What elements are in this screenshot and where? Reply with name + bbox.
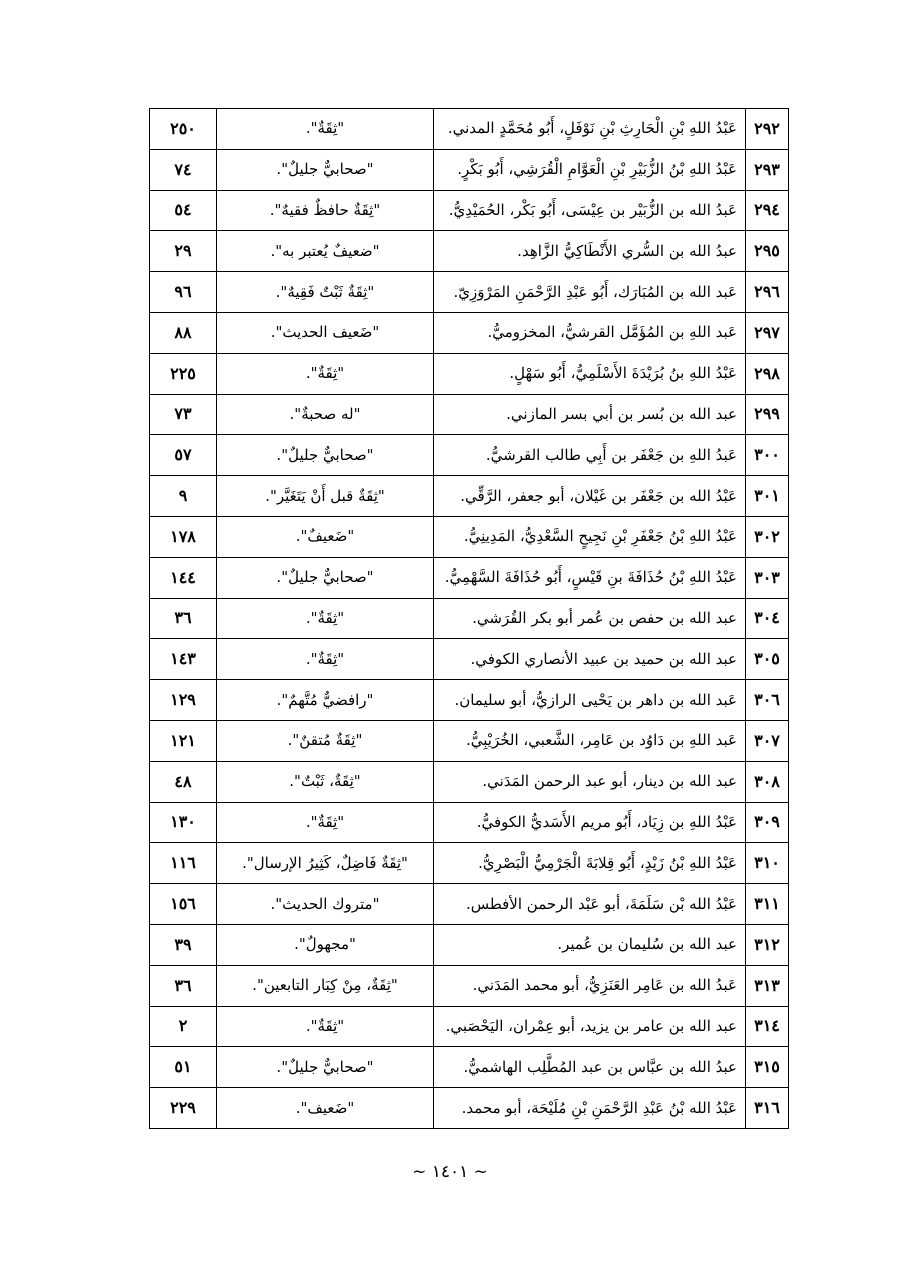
narrator-grade: "رافضيٌّ مُتَّهمٌ". <box>217 680 434 721</box>
table-row <box>150 231 789 272</box>
narrator-grade: "ضَعيفٌ". <box>217 516 434 557</box>
narrator-grade: "ثِقَةٌ". <box>217 1006 434 1047</box>
table-row <box>150 272 789 313</box>
entry-number: ٣٠٤ <box>746 598 789 639</box>
entry-number: ٣٠٩ <box>746 802 789 843</box>
entry-number: ٣١٦ <box>746 1088 789 1129</box>
narration-count: ٩ <box>150 476 217 517</box>
table-row <box>150 639 789 680</box>
narrator-grade: "ثِقَةٌ، مِنْ كِبَار التابعين". <box>217 965 434 1006</box>
narration-count: ٧٤ <box>150 149 217 190</box>
narrator-grade: "ثِقَةٌ مُتقنٌ". <box>217 720 434 761</box>
narrator-name: عَبد اللهِ بن المُؤَمَّل القرشيُّ، المخزوميُّ. <box>434 312 746 353</box>
narrator-name: عَبْدُ الله بن جَعْفَر بن غَيْلان، أبو جعفر، الرَّقِّي. <box>434 476 746 517</box>
entry-number: ٣١٢ <box>746 924 789 965</box>
narration-count: ٢٥٠ <box>150 109 217 150</box>
narrator-name: عَبد الله بن داهر بن يَحْيى الرازيُّ، أبو سليمان. <box>434 680 746 721</box>
entry-number: ٣٠٢ <box>746 516 789 557</box>
table-row <box>150 924 789 965</box>
narrator-grade: "ثِقَةٌ فَاضِلٌ، كَثِيرُ الإرسال". <box>217 843 434 884</box>
narrator-name: عبد الله بن سُليمان بن عُمير. <box>434 924 746 965</box>
narration-count: ١٥٦ <box>150 884 217 925</box>
narration-count: ٣٦ <box>150 965 217 1006</box>
entry-number: ٢٩٩ <box>746 394 789 435</box>
table-row <box>150 394 789 435</box>
narration-count: ١١٦ <box>150 843 217 884</box>
table-row <box>150 353 789 394</box>
narration-count: ١٢١ <box>150 720 217 761</box>
narration-count: ٩٦ <box>150 272 217 313</box>
narration-count: ٢٢٥ <box>150 353 217 394</box>
narrator-name: عَبد الله بن المُبَارَك، أَبُو عَبْدِ الرَّحْمَنِ المَرْوَزِيّ. <box>434 272 746 313</box>
narrator-grade: "صحابيٌّ جليلٌ". <box>217 1047 434 1088</box>
table-row <box>150 1047 789 1088</box>
narrator-name: عَبْدُ اللهِ بْنُ زَيْدٍ، أَبُو قِلابَةَ الْجَرْمِيُّ الْبَصْرِيُّ. <box>434 843 746 884</box>
narrator-grade: "متروك الحديث". <box>217 884 434 925</box>
entry-number: ٢٩٤ <box>746 190 789 231</box>
entry-number: ٣٠٨ <box>746 761 789 802</box>
entry-number: ٢٩٥ <box>746 231 789 272</box>
narration-count: ١٤٤ <box>150 557 217 598</box>
table-row <box>150 435 789 476</box>
narration-count: ٢ <box>150 1006 217 1047</box>
narration-count: ١٢٩ <box>150 680 217 721</box>
page-number: ~ ١٤٠١ ~ <box>412 1162 488 1182</box>
narrator-grade: "ضَعيف". <box>217 1088 434 1129</box>
narration-count: ٣٩ <box>150 924 217 965</box>
narration-count: ٢٩ <box>150 231 217 272</box>
table-row <box>150 761 789 802</box>
narrator-name: عَبْدُ الله بْنُ عَبْدِ الرَّحْمَنِ بْنِ مُلَيْحَة، أبو محمد. <box>434 1088 746 1129</box>
narrator-grade: "ثِقَةٌ". <box>217 109 434 150</box>
narrator-name: عبد الله بن دينار، أبو عبد الرحمن المَدَني. <box>434 761 746 802</box>
narrator-grade: "ضعيفٌ يُعتبر به". <box>217 231 434 272</box>
entry-number: ٢٩٨ <box>746 353 789 394</box>
narration-count: ١٣٠ <box>150 802 217 843</box>
narration-count: ١٧٨ <box>150 516 217 557</box>
narration-count: ٥٤ <box>150 190 217 231</box>
narrator-grade: "ثِقَةٌ قبل أَنْ يَتَغَيَّر". <box>217 476 434 517</box>
table-row <box>150 598 789 639</box>
narrator-name: عبدُ الله بن عبَّاس بن عبد المُطَّلِب الهاشميُّ. <box>434 1047 746 1088</box>
table-row <box>150 843 789 884</box>
table-row <box>150 720 789 761</box>
entry-number: ٣١٤ <box>746 1006 789 1047</box>
narrator-name: عَبْدُ اللهِ بْنُ الزُّبَيْرِ بْنِ الْعَوَّامِ الْقُرَشِي، أَبُو بَكْرٍ. <box>434 149 746 190</box>
entry-number: ٣١٣ <box>746 965 789 1006</box>
narration-count: ٥٧ <box>150 435 217 476</box>
narrator-name: عبد الله بن حفص بن عُمر أبو بكر القُرَشي. <box>434 598 746 639</box>
narrator-name: عبد الله بن حميد بن عبيد الأنصاري الكوفي. <box>434 639 746 680</box>
entry-number: ٣١٠ <box>746 843 789 884</box>
entry-number: ٣٠٣ <box>746 557 789 598</box>
narrator-name: عَبْدُ اللهِ بنُ بُرَيْدَةَ الأَسْلَمِيُّ، أَبُو سَهْلٍ. <box>434 353 746 394</box>
narrator-grade: "ثِقَةٌ حافظٌ فقيهٌ". <box>217 190 434 231</box>
entry-number: ٣٠٧ <box>746 720 789 761</box>
narrator-grade: "ثِقَةٌ". <box>217 598 434 639</box>
narrator-name: عَبد اللهِ بن دَاوُد بن عَامِر، الشَّعبي، الخُرَيْبِيُّ. <box>434 720 746 761</box>
narrator-name: عَبْدُ اللهِ بْنُ حُذَافَةَ بنِ قَيْسٍ، أَبُو حُذَافَةَ السَّهْمِيُّ. <box>434 557 746 598</box>
narration-count: ٥١ <box>150 1047 217 1088</box>
table-row <box>150 476 789 517</box>
table-row <box>150 1088 789 1129</box>
narrators-table <box>149 108 789 1129</box>
narrator-grade: "صحابيٌّ جليلٌ". <box>217 557 434 598</box>
table-row <box>150 802 789 843</box>
entry-number: ٣٠٠ <box>746 435 789 476</box>
narrator-name: عبد الله بن عامر بن يزيد، أبو عِمْران، اليَحْصَبي. <box>434 1006 746 1047</box>
narrator-grade: "ثِقَةٌ". <box>217 353 434 394</box>
entry-number: ٢٩٦ <box>746 272 789 313</box>
narrator-name: عَبدُ اللهِ بن جَعْفَر بن أَبِي طالب القرشيُّ. <box>434 435 746 476</box>
narrator-grade: "ثِقَةٌ ثَبْتٌ فَقِيهٌ". <box>217 272 434 313</box>
table-body <box>150 109 789 1129</box>
table-row <box>150 557 789 598</box>
narrator-grade: "ضَعيف الحديث". <box>217 312 434 353</box>
entry-number: ٣٠١ <box>746 476 789 517</box>
narrator-name: عَبْدُ اللهِ بْنُ جَعْفَرِ بْنِ نَجِيحٍ السَّعْدِيُّ، المَدِينِيُّ. <box>434 516 746 557</box>
entry-number: ٣٠٦ <box>746 680 789 721</box>
narration-count: ٧٣ <box>150 394 217 435</box>
table-row <box>150 680 789 721</box>
table-row <box>150 884 789 925</box>
narrator-name: عَبْدُ اللهِ بن زِيَاد، أَبُو مريم الأَسَديُّ الكوفيُّ. <box>434 802 746 843</box>
table-row <box>150 965 789 1006</box>
narrator-name: عبدُ الله بن السُّري الأَنْطَاكِيُّ الزَّاهِد. <box>434 231 746 272</box>
entry-number: ٢٩٢ <box>746 109 789 150</box>
narrator-grade: "صحابيٌّ جليلٌ". <box>217 149 434 190</box>
entry-number: ٢٩٧ <box>746 312 789 353</box>
narrator-grade: "مجهولٌ". <box>217 924 434 965</box>
entry-number: ٢٩٣ <box>746 149 789 190</box>
entry-number: ٣٠٥ <box>746 639 789 680</box>
table-row <box>150 149 789 190</box>
narrator-grade: "ثِقَةٌ". <box>217 802 434 843</box>
narration-count: ٢٢٩ <box>150 1088 217 1129</box>
narrator-name: عبد الله بن بُسر بن أبي بسر المازني. <box>434 394 746 435</box>
table-row <box>150 312 789 353</box>
narration-count: ٤٨ <box>150 761 217 802</box>
narrator-name: عَبْدُ الله بْن سَلَمَةَ، أبو عَبْد الرحمن الأفطس. <box>434 884 746 925</box>
narration-count: ٨٨ <box>150 312 217 353</box>
narrator-grade: "ثِقَةٌ، ثَبْتٌ". <box>217 761 434 802</box>
table-row <box>150 1006 789 1047</box>
narrator-name: عَبدُ الله بن عَامِر العَنَزِيُّ، أبو محمد المَدَني. <box>434 965 746 1006</box>
narrator-grade: "صحابيٌّ جليلٌ". <box>217 435 434 476</box>
table-row <box>150 516 789 557</box>
table-row <box>150 109 789 150</box>
narration-count: ٣٦ <box>150 598 217 639</box>
narrator-grade: "له صحبةٌ". <box>217 394 434 435</box>
narration-count: ١٤٣ <box>150 639 217 680</box>
entry-number: ٣١١ <box>746 884 789 925</box>
table-row <box>150 190 789 231</box>
narrator-name: عَبْدُ اللهِ بْنِ الْحَارِثِ بْنِ نَوْفَلٍ، أَبُو مُحَمَّدٍ المدني. <box>434 109 746 150</box>
narrator-name: عَبدُ الله بن الزُّبَيْر بن عِيْسَى، أَبُو بَكْر، الحُمَيْدِيُّ. <box>434 190 746 231</box>
entry-number: ٣١٥ <box>746 1047 789 1088</box>
narrator-grade: "ثِقَةٌ". <box>217 639 434 680</box>
